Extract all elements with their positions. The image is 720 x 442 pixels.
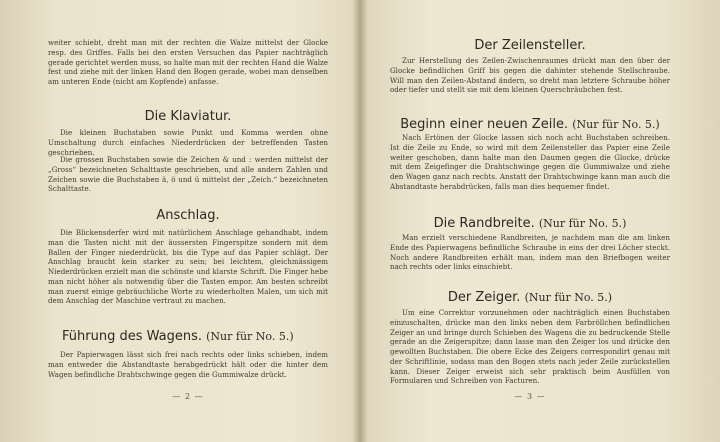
- neue-zeile-paragraph: Nach Ertönen der Glocke lassen sich noch acht Buchstaben schreiben. Ist die Zeile zu Ende, so wird mit dem Zeilensteller das Papier eine Zeile weiter geschoben, dann halte man den Daumen gegen die Glocke, drücke mit dem Zeigefinger die Drahtschwinge gegen die Gummiwalze und ziehe den Wagen ganz nach rechts. Anstatt der Drahtschwinge kann man auch die Abstandtaste herabdrücken, falls man dies bequemer findet.: [390, 133, 670, 191]
- heading-anschlag: Anschlag.: [156, 208, 220, 223]
- klaviatur-paragraph-2: Die grossen Buchstaben sowie die Zeichen & und : werden mittelst der „Gross“ bezeichneten Schalttaste geschrieben, und alle andern Zahlen und Zeichen sowie die Buchstaben ä, ö und ü mittelst der „Zeich.“ bezeichneten Schalttaste.: [48, 155, 328, 194]
- heading-zeiger-note: (Nur für No. 5.): [524, 291, 613, 304]
- intro-paragraph: weiter schiebt, dreht man mit der rechten die Walze mittelst der Glocke resp. des Griffes. Falls bei den ersten Versuchen das Papier nachträglich gerade gerichtet werden muss, so halte man mit der rechten Hand die Walze fest und ziehe mit der linken Hand den Bogen gerade, wobei man denselben am unteren Ende (nicht am Kopfende) anfasse.: [48, 38, 328, 86]
- heading-zeilensteller: Der Zeilensteller.: [474, 38, 586, 53]
- wagen-paragraph: Der Papierwagen lässt sich frei nach rechts oder links schieben, indem man entweder die Abstandtaste herabgedrückt hält oder die hinter dem Wagen befindliche Drahtschwinge gegen die Gummiwalze drückt.: [48, 350, 328, 379]
- right-page: [390, 0, 670, 442]
- heading-neue-zeile-note: (Nur für No. 5.): [572, 118, 660, 131]
- heading-randbreite-title: Die Randbreite.: [433, 216, 535, 231]
- randbreite-paragraph: Man erzielt verschiedene Randbreiten, je nachdem man die am linken Ende des Papierwagens befindliche Schraube in eins der drei Löcher steckt. Noch andere Randbreiten erhält man, indem man den Briefbogen weiter nach rechts oder links einschiebt.: [390, 233, 670, 272]
- klaviatur-paragraph-1: Die kleinen Buchstaben sowie Punkt und Komma werden ohne Umschaltung durch einfaches Niederdrücken der betreffenden Tasten geschrieben.: [48, 128, 328, 157]
- heading-neue-zeile: [390, 117, 670, 133]
- heading-zeiger-title: Der Zeiger.: [447, 290, 521, 305]
- zeiger-paragraph: Um eine Correktur vorzunehmen oder nachträglich einen Buchstaben einzuschalten, drücke man den links neben dem Farbröllchen befindlichen Zeiger an und bringe durch Schieben des Wagens die zu bedruckende Stelle gerade an die Zeigerspitze; dann lasse man den Zeiger los und drücke den gewollten Buchstaben. Die obere Ecke des Zeigers correspondirt genau mit der Schriftlinie, sodass man den Bogen stets nach jeder Zeile zurückstellen kann. Dieser Zeiger erweist sich sehr praktisch beim Ausfüllen von Formularen und Schreiben von Facturen.: [390, 308, 670, 386]
- anschlag-paragraph: Die Blickensderfer wird mit natürlichem Anschlage gehandhabt, indem man die Tasten nicht mit der äussersten Fingerspitze sondern mit dem Ballen der Finger niederdrückt, bis die Type auf das Papier schlägt. Der Anschlag braucht kein starker zu sein; bei leichtem, gleichmässigem Niederdrücken erzielt man die schönste und klarste Schrift. Die Finger hebe man nicht höher als notwendig über die Tasten empor. Am besten schreibt man zuerst einige gebräuchliche Worte zu wiederholten Malen, um sich mit dem Anschlag der Maschine vertraut zu machen.: [48, 228, 328, 306]
- heading-wagen: [62, 329, 342, 345]
- heading-zeiger: [390, 290, 670, 306]
- heading-randbreite-note: (Nur für No. 5.): [538, 217, 627, 230]
- book-gutter: [352, 0, 368, 442]
- heading-randbreite: [390, 216, 670, 232]
- heading-klaviatur: Die Klaviatur.: [144, 109, 232, 124]
- page-number-right: — 3 —: [514, 392, 546, 401]
- heading-wagen-title: Führung des Wagens.: [62, 329, 202, 344]
- zeilensteller-paragraph: Zur Herstellung des Zeilen-Zwischenraumes drückt man den über der Glocke befindlichen Griff bis gegen die dahinter stehende Stellschraube. Will man den Zeilen-Abstand ändern, so dreht man letztere Schraube höher oder tiefer und stellt sie mit dem kleinen Querschräubchen fest.: [390, 56, 670, 95]
- heading-wagen-note: (Nur für No. 5.): [206, 330, 294, 343]
- page-number-left: — 2 —: [172, 392, 204, 401]
- left-page: [48, 0, 328, 442]
- heading-neue-zeile-title: Beginn einer neuen Zeile.: [400, 117, 569, 132]
